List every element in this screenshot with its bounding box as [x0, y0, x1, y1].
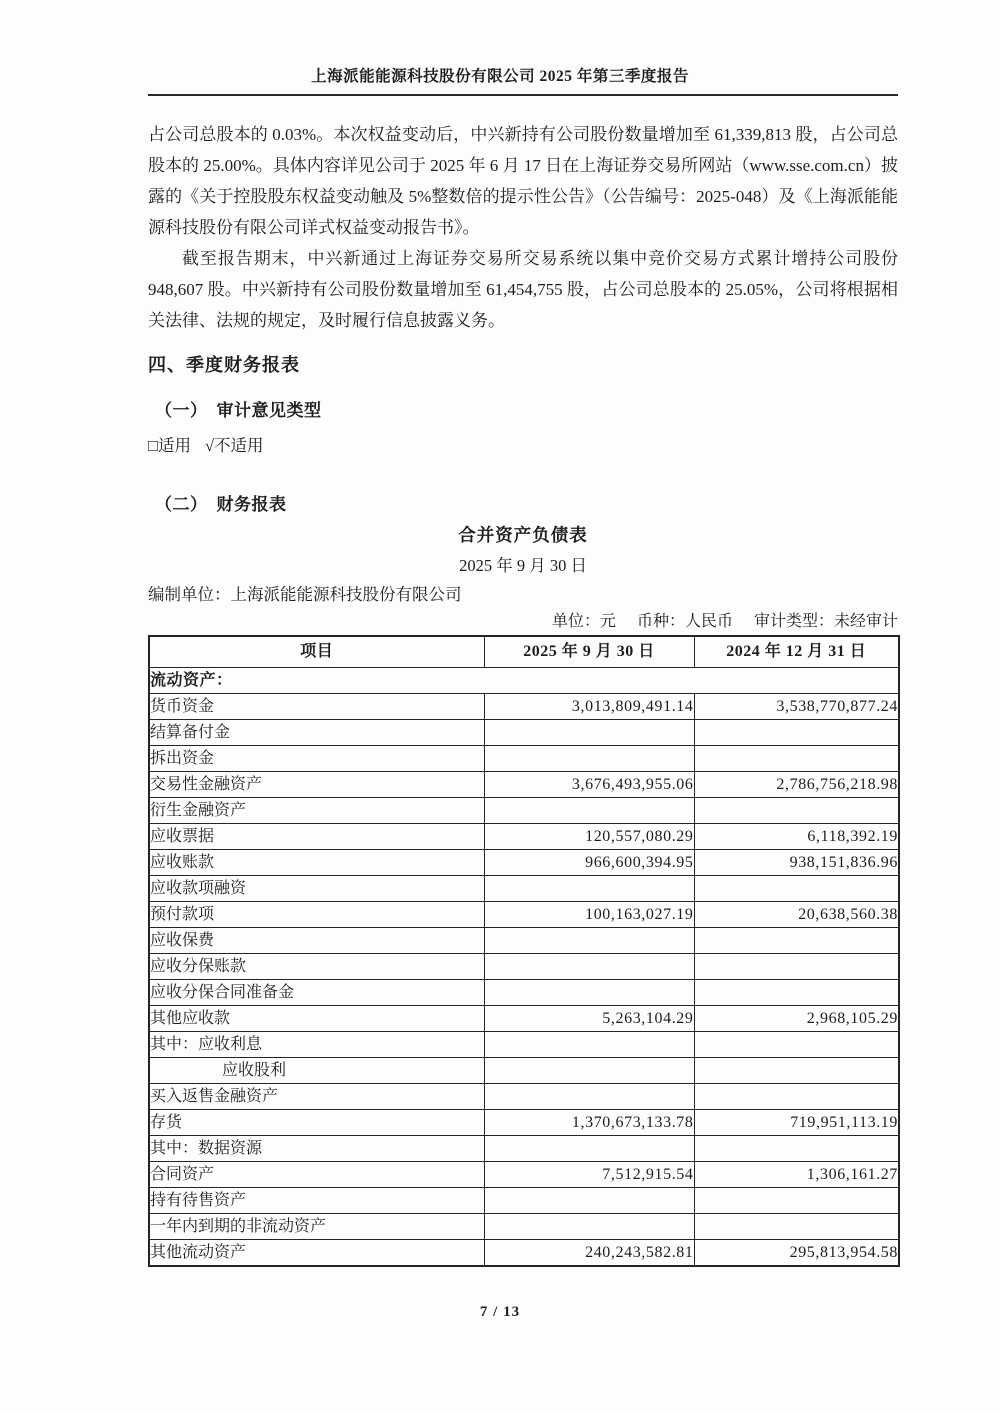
row-item-label: 存货 — [149, 1109, 484, 1135]
row-value-2024 — [694, 927, 899, 953]
page-content — [148, 119, 898, 1267]
row-value-2025 — [484, 745, 694, 771]
row-value-2024 — [694, 1083, 899, 1109]
row-value-2025: 240,243,582.81 — [484, 1239, 694, 1266]
row-value-2024 — [694, 1057, 899, 1083]
table-row — [149, 1083, 899, 1109]
row-value-2024 — [694, 1187, 899, 1213]
unit-label: 单位：元 — [551, 613, 616, 630]
table-row — [149, 1005, 899, 1031]
row-value-2025 — [484, 875, 694, 901]
table-row — [149, 1187, 899, 1213]
row-item-label: 持有待售资产 — [149, 1187, 484, 1213]
table-row — [149, 823, 899, 849]
balance-sheet-table — [148, 635, 900, 1267]
table-row — [149, 1031, 899, 1057]
table-row — [149, 745, 899, 771]
paragraph-equity-change: 占公司总股本的 0.03%。本次权益变动后，中兴新持有公司股份数量增加至 61,339,813 股，占公司总股本的 25.00%。具体内容详见公司于 2025 年 6 月 17 日在上海证券交易所网站（www.sse.com.cn）披露的《关于控股股东权益变动触及 5%整数倍的提示性公告》（公告编号：2025-048）及《上海派能能源科技股份有限公司详式权益变动报告书》。 — [148, 125, 898, 237]
row-value-2024: 3,538,770,877.24 — [694, 693, 899, 719]
row-value-2025 — [484, 1135, 694, 1161]
row-value-2024 — [694, 797, 899, 823]
row-value-2025 — [484, 979, 694, 1005]
row-item-label: 其他流动资产 — [149, 1239, 484, 1266]
row-value-2025 — [484, 1213, 694, 1239]
table-row — [149, 979, 899, 1005]
row-value-2025 — [484, 953, 694, 979]
row-value-2025: 3,676,493,955.06 — [484, 771, 694, 797]
currency-label: 币种：人民币 — [636, 613, 733, 630]
row-value-2024 — [694, 953, 899, 979]
row-value-2025 — [484, 719, 694, 745]
row-value-2025 — [484, 797, 694, 823]
row-item-label: 预付款项 — [149, 901, 484, 927]
table-row — [149, 1135, 899, 1161]
row-value-2025: 3,013,809,491.14 — [484, 693, 694, 719]
row-item-label: 拆出资金 — [149, 745, 484, 771]
table-row — [149, 771, 899, 797]
row-value-2025 — [484, 1057, 694, 1083]
report-header-title: 上海派能能源科技股份有限公司 2025 年第三季度报告 — [311, 68, 689, 85]
table-row — [149, 719, 899, 745]
table-row — [149, 1213, 899, 1239]
table-row — [149, 1239, 899, 1266]
row-item-label: 应收分保合同准备金 — [149, 979, 484, 1005]
row-value-2024: 1,306,161.27 — [694, 1161, 899, 1187]
row-value-2024: 20,638,560.38 — [694, 901, 899, 927]
table-row — [149, 1109, 899, 1135]
applicable-label: 适用 — [157, 436, 191, 455]
row-item-label: 其中：应收利息 — [149, 1031, 484, 1057]
table-row — [149, 849, 899, 875]
row-value-2024 — [694, 719, 899, 745]
section-title-audit-opinion-type: （一） 审计意见类型 — [155, 401, 322, 420]
table-row — [149, 693, 899, 719]
row-value-2025: 7,512,915.54 — [484, 1161, 694, 1187]
row-value-2025 — [484, 1031, 694, 1057]
not-applicable-label: 不适用 — [214, 436, 264, 455]
row-item-label: 应收保费 — [149, 927, 484, 953]
row-value-2024: 6,118,392.19 — [694, 823, 899, 849]
section-title-financial-statements: （二） 财务报表 — [155, 495, 287, 514]
row-value-2024: 2,786,756,218.98 — [694, 771, 899, 797]
row-value-2025: 5,263,104.29 — [484, 1005, 694, 1031]
row-value-2024 — [694, 979, 899, 1005]
statement-meta-line — [148, 608, 898, 631]
row-item-label: 应收账款 — [149, 849, 484, 875]
statement-title: 合并资产负债表 — [458, 525, 588, 545]
statement-prepared-by: 编制单位：上海派能能源科技股份有限公司 — [148, 585, 462, 604]
page-number: 7 / 13 — [479, 1304, 521, 1320]
row-item-label: 买入返售金融资产 — [149, 1083, 484, 1109]
row-item-label: 其他应收款 — [149, 1005, 484, 1031]
row-item-label: 应收票据 — [149, 823, 484, 849]
row-value-2025: 100,163,027.19 — [484, 901, 694, 927]
table-row — [149, 1161, 899, 1187]
row-value-2024 — [694, 1031, 899, 1057]
row-item-label: 货币资金 — [149, 693, 484, 719]
row-item-label: 合同资产 — [149, 1161, 484, 1187]
table-row — [149, 797, 899, 823]
section-title-quarterly-financial-statements: 四、季度财务报表 — [148, 355, 300, 375]
row-item-label: 衍生金融资产 — [149, 797, 484, 823]
row-value-2025: 966,600,394.95 — [484, 849, 694, 875]
row-item-label: 应收分保账款 — [149, 953, 484, 979]
row-value-2024: 938,151,836.96 — [694, 849, 899, 875]
table-row — [149, 875, 899, 901]
row-value-2024 — [694, 875, 899, 901]
audit-type-label: 审计类型：未经审计 — [753, 613, 898, 630]
column-header-item: 项目 — [149, 636, 484, 667]
statement-date: 2025 年 9 月 30 日 — [459, 556, 587, 575]
row-value-2025 — [484, 1187, 694, 1213]
row-value-2025: 120,557,080.29 — [484, 823, 694, 849]
row-item-label: 一年内到期的非流动资产 — [149, 1213, 484, 1239]
row-item-label: 其中：数据资源 — [149, 1135, 484, 1161]
balance-sheet-body — [149, 667, 899, 1266]
paragraph-period-end-holdings: 截至报告期末，中兴新通过上海证券交易所交易系统以集中竞价交易方式累计增持公司股份 948,607 股。中兴新持有公司股份数量增加至 61,454,755 股，占公司总股本的 25.05%，公司将根据相关法律、法规的规定，及时履行信息披露义务。 — [148, 249, 898, 330]
audit-applicability-line — [148, 432, 898, 456]
column-header-2025-09-30: 2025 年 9 月 30 日 — [484, 636, 694, 667]
table-row — [149, 901, 899, 927]
row-value-2024 — [694, 745, 899, 771]
row-value-2025 — [484, 1083, 694, 1109]
row-item-label: 应收款项融资 — [149, 875, 484, 901]
header-divider — [148, 94, 898, 96]
checkbox-unchecked-icon: □ — [148, 436, 158, 455]
row-value-2024 — [694, 1135, 899, 1161]
row-item-label: 应收股利 — [149, 1057, 484, 1083]
row-value-2025: 1,370,673,133.78 — [484, 1109, 694, 1135]
row-value-2024: 2,968,105.29 — [694, 1005, 899, 1031]
row-value-2024: 719,951,113.19 — [694, 1109, 899, 1135]
table-row — [149, 953, 899, 979]
row-value-2024 — [694, 1213, 899, 1239]
row-item-label: 交易性金融资产 — [149, 771, 484, 797]
row-item-label: 结算备付金 — [149, 719, 484, 745]
table-row — [149, 927, 899, 953]
row-value-2025 — [484, 927, 694, 953]
row-value-2024: 295,813,954.58 — [694, 1239, 899, 1266]
table-row — [149, 667, 899, 693]
checkmark-icon: √ — [204, 436, 215, 455]
column-header-2024-12-31: 2024 年 12 月 31 日 — [694, 636, 899, 667]
table-header-row — [149, 636, 899, 667]
row-section-label: 流动资产： — [149, 667, 899, 693]
table-row — [149, 1057, 899, 1083]
